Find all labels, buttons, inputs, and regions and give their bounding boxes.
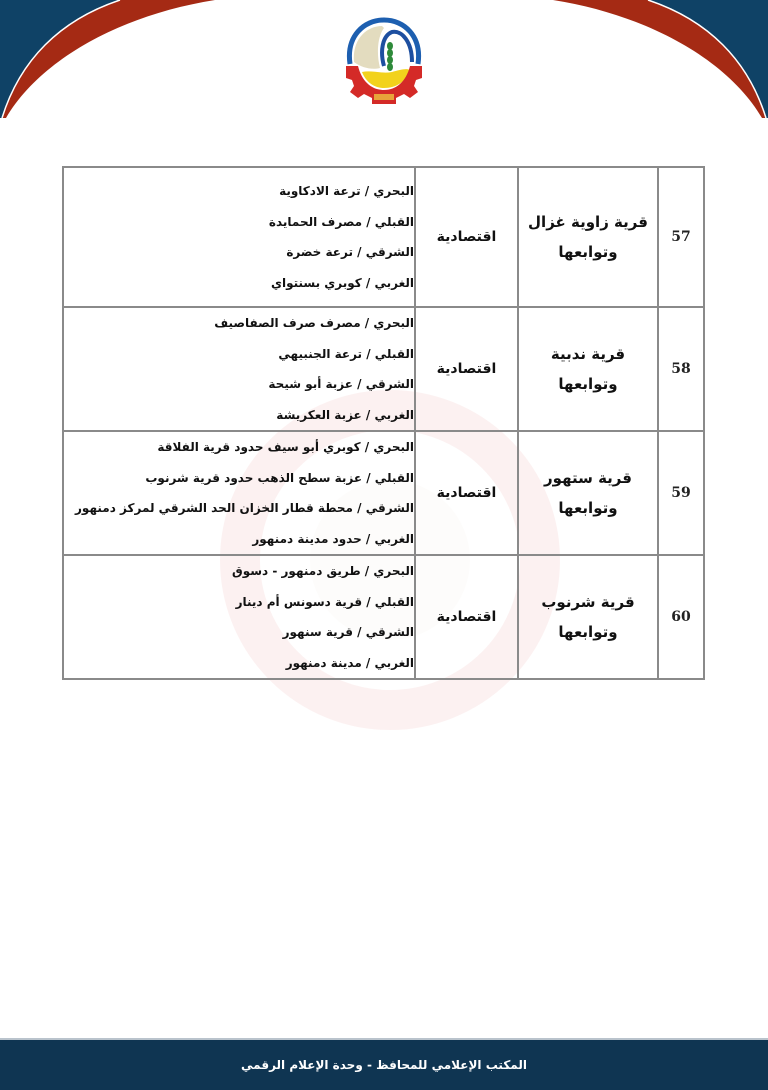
boundary-west: الغربي / حدود مدينة دمنهور bbox=[252, 531, 414, 546]
footer-bar bbox=[0, 1038, 768, 1090]
table-row bbox=[63, 431, 704, 555]
boundary-south: القبلي / مصرف الحمايدة bbox=[268, 214, 414, 229]
boundary-east: الشرقي / ترعة خضرة bbox=[286, 245, 414, 259]
village-name-line2: وتوابعها bbox=[558, 375, 618, 393]
zone-type: اقتصادية bbox=[415, 307, 518, 431]
boundary-west: الغربي / عزبة العكريشة bbox=[276, 407, 414, 422]
village-name-line2: وتوابعها bbox=[558, 243, 618, 261]
boundaries bbox=[63, 167, 415, 307]
row-number: 60 bbox=[658, 555, 704, 679]
boundary-north: البحري / كوبري أبو سيف حدود قرية الفلاقة bbox=[157, 440, 414, 454]
boundary-north: البحري / طريق دمنهور - دسوق bbox=[231, 564, 414, 578]
governorate-logo-icon bbox=[340, 16, 428, 106]
boundaries bbox=[63, 431, 415, 555]
boundaries bbox=[63, 555, 415, 679]
village-name-line1: قرية ستهور bbox=[544, 469, 632, 487]
boundary-east: الشرقي / عزبة أبو شيحة bbox=[268, 377, 414, 391]
row-number: 59 bbox=[658, 431, 704, 555]
zone-type: اقتصادية bbox=[415, 555, 518, 679]
boundaries bbox=[63, 307, 415, 431]
village-name-line1: قرية زاوية غزال bbox=[528, 213, 648, 231]
boundary-south: القبلي / ترعة الجنبيهي bbox=[278, 346, 414, 361]
boundary-east: الشرقي / محطة قطار الخزان الحد الشرقي لمركز دمنهور bbox=[75, 501, 414, 515]
village-name bbox=[518, 307, 658, 431]
footer-text: المكتب الإعلامي للمحافظ - وحدة الإعلام الرقمي bbox=[241, 1058, 527, 1072]
village-name bbox=[518, 167, 658, 307]
boundary-north: البحري / ترعة الادكاوية bbox=[279, 184, 414, 198]
village-name-line1: قرية ندبية bbox=[550, 345, 626, 363]
village-name bbox=[518, 555, 658, 679]
table-row bbox=[63, 307, 704, 431]
table-row bbox=[63, 167, 704, 307]
village-name-line1: قرية شرنوب bbox=[541, 593, 635, 611]
zone-type: اقتصادية bbox=[415, 431, 518, 555]
boundary-south: القبلي / عزبة سطح الذهب حدود قرية شرنوب bbox=[145, 470, 414, 485]
village-name-line2: وتوابعها bbox=[558, 499, 618, 517]
boundary-west: الغربي / مدينة دمنهور bbox=[285, 655, 414, 670]
boundary-south: القبلي / قرية دسونس أم دينار bbox=[235, 594, 414, 609]
table-row bbox=[63, 555, 704, 679]
villages-boundaries-table bbox=[62, 166, 705, 680]
row-number: 57 bbox=[658, 167, 704, 307]
zone-type: اقتصادية bbox=[415, 167, 518, 307]
boundary-east: الشرقي / قرية سنهور bbox=[282, 625, 414, 639]
village-name bbox=[518, 431, 658, 555]
regions-table bbox=[62, 166, 705, 680]
row-number: 58 bbox=[658, 307, 704, 431]
boundary-north: البحري / مصرف صرف الصفاصيف bbox=[214, 316, 414, 330]
village-name-line2: وتوابعها bbox=[558, 623, 618, 641]
boundary-west: الغربي / كوبري بسنتواي bbox=[270, 275, 414, 290]
